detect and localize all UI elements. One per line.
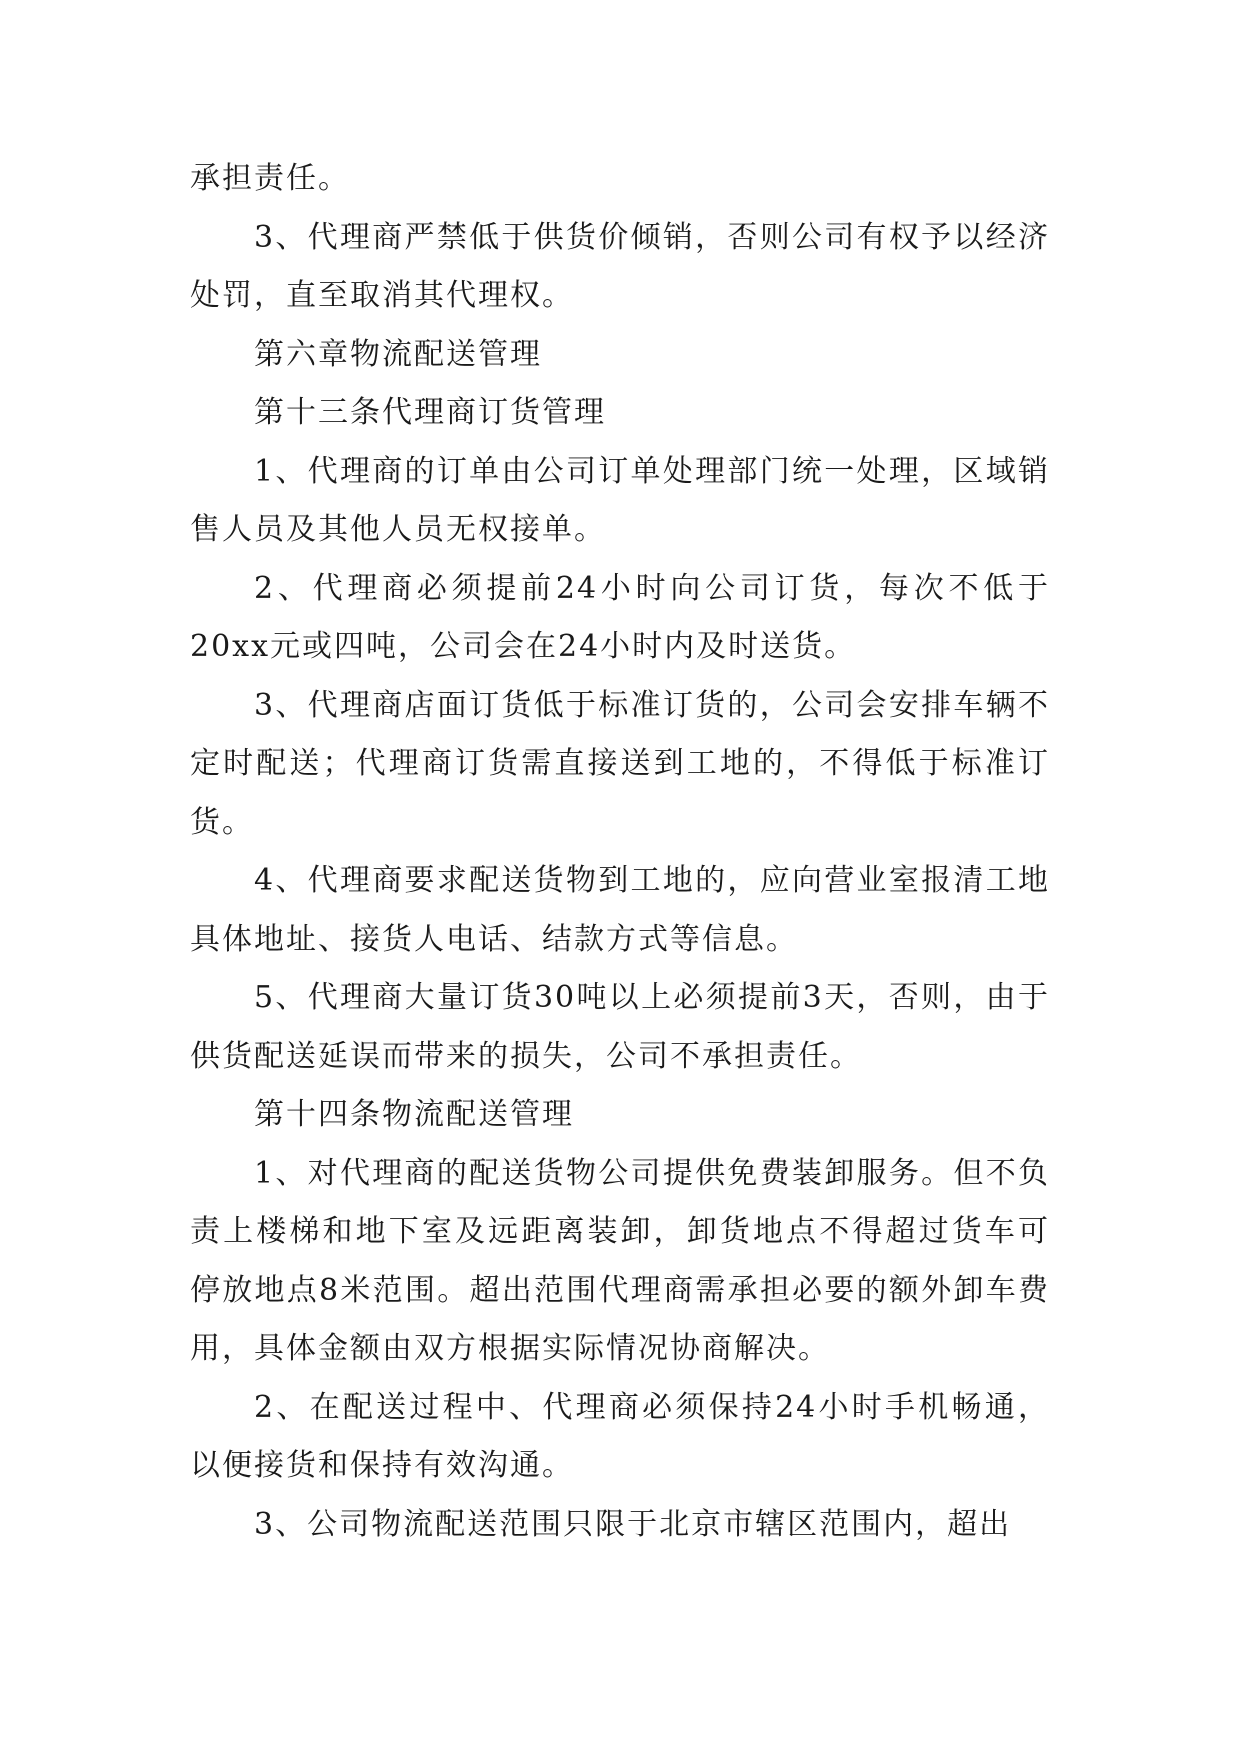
paragraph-clause-3: 3、代理商严禁低于供货价倾销，否则公司有权予以经济处罚，直至取消其代理权。 (190, 219, 1050, 313)
paragraph-article-13-item-1: 1、代理商的订单由公司订单处理部门统一处理，区域销售人员及其他人员无权接单。 (190, 453, 1050, 547)
article-heading-14: 第十四条物流配送管理 (254, 1097, 574, 1132)
paragraph-article-14-item-1: 1、对代理商的配送货物公司提供免费装卸服务。但不负责上楼梯和地下室及远距离装卸，卸货地点不得超过货车可停放地点8米范围。超出范围代理商需承担必要的额外卸车费用，具体金额由双方根据实际情况协商解决。 (190, 1155, 1050, 1366)
document-page (190, 150, 1050, 1554)
paragraph-article-13-item-5: 5、代理商大量订货30吨以上必须提前3天，否则，由于供货配送延误而带来的损失，公司不承担责任。 (190, 980, 1050, 1074)
chapter-heading-6: 第六章物流配送管理 (254, 336, 542, 372)
paragraph-article-14-item-2: 2、在配送过程中、代理商必须保持24小时手机畅通，以便接货和保持有效沟通。 (190, 1389, 1050, 1483)
paragraph-article-13-item-2: 2、代理商必须提前24小时向公司订货，每次不低于20xx元或四吨，公司会在24小时内及时送货。 (190, 570, 1050, 664)
paragraph-article-13-item-3: 3、代理商店面订货低于标准订货的，公司会安排车辆不定时配送；代理商订货需直接送到工地的，不得低于标准订货。 (190, 687, 1050, 840)
paragraph-article-13-item-4: 4、代理商要求配送货物到工地的，应向营业室报清工地具体地址、接货人电话、结款方式等信息。 (190, 863, 1050, 957)
paragraph-article-14-item-3: 3、公司物流配送范围只限于北京市辖区范围内，超出 (254, 1506, 1012, 1542)
article-heading-13: 第十三条代理商订货管理 (254, 395, 606, 430)
paragraph-continuation: 承担责任。 (190, 161, 350, 196)
